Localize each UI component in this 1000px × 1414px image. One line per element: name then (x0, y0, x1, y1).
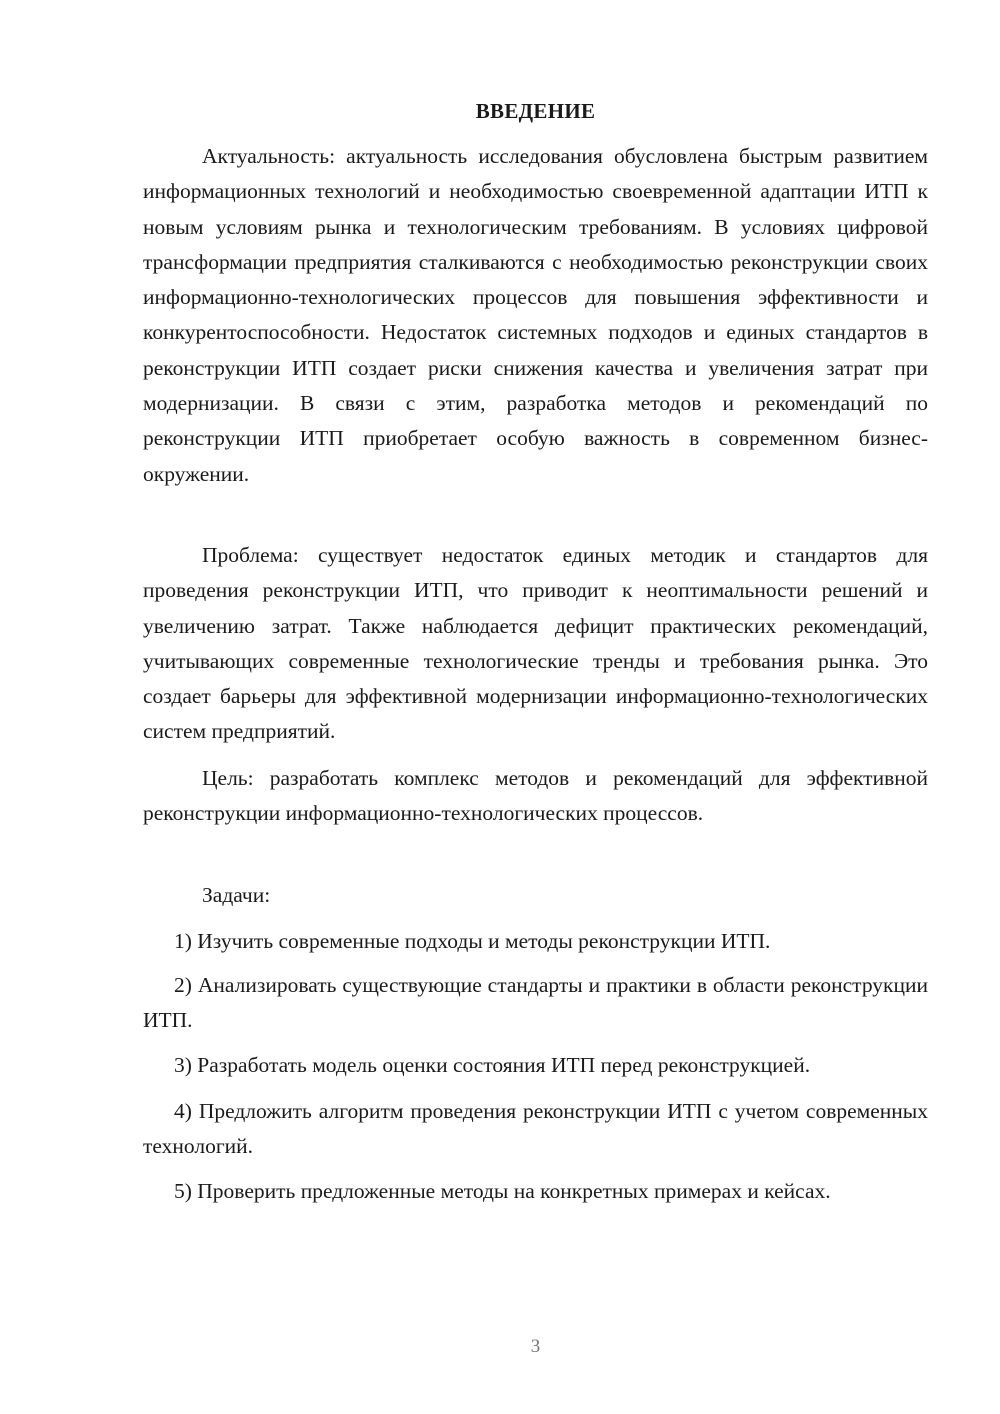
task-item: 5) Проверить предложенные методы на конкретных примерах и кейсах. (174, 1179, 831, 1203)
page-title: ВВЕДЕНИЕ (475, 99, 596, 123)
task-item: 4) Предложить алгоритм проведения реконструкции ИТП с учетом современных технологий. (143, 1099, 928, 1159)
task-item: 3) Разработать модель оценки состояния ИТП перед реконструкцией. (174, 1053, 811, 1077)
tasks-label: Задачи: (202, 883, 271, 907)
problem-paragraph: Проблема: существует недостаток единых методик и стандартов для проведения реконструкции ИТП, что приводит к неоптимальности решений и увеличению затрат. Также наблюдается дефицит практических рекомендаций, учитывающих современные технологические тренды и требования рынка. Это создает барьеры для эффективной модернизации информационно-технологических систем предприятий. (143, 543, 928, 744)
goal-paragraph: Цель: разработать комплекс методов и рекомендаций для эффективной реконструкции информационно-технологических процессов. (143, 766, 928, 826)
task-item: 2) Анализировать существующие стандарты и практики в области реконструкции ИТП. (143, 973, 928, 1033)
relevance-paragraph: Актуальность: актуальность исследования обусловлена быстрым развитием информационных технологий и необходимостью своевременной адаптации ИТП к новым условиям рынка и технологическим требованиям. В условиях цифровой трансформации предприятия сталкиваются с необходимостью реконструкции своих информационно-технологических процессов для повышения эффективности и конкурентоспособности. Недостаток системных подходов и единых стандартов в реконструкции ИТП создает риски снижения качества и увеличения затрат при модернизации. В связи с этим, разработка методов и рекомендаций по реконструкции ИТП приобретает особую важность в современном бизнес-окружении. (143, 144, 928, 486)
task-item: 1) Изучить современные подходы и методы реконструкции ИТП. (174, 929, 771, 953)
page-number: 3 (530, 1336, 541, 1357)
